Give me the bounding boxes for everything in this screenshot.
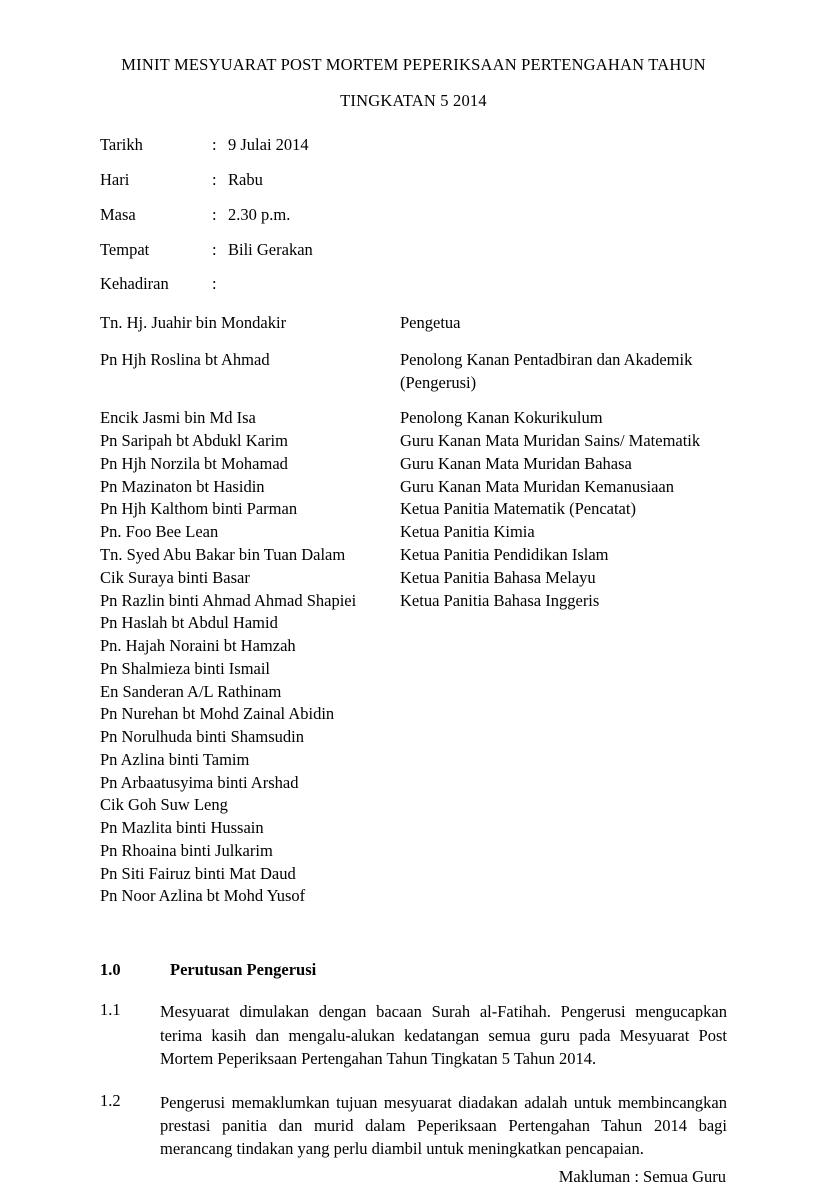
attendee-name: Pn Azlina binti Tamim	[100, 749, 250, 769]
meta-label-hari: Hari	[100, 169, 130, 189]
attendee-role: Ketua Panitia Pendidikan Islam	[400, 545, 609, 564]
paragraph-text: Pengerusi memaklumkan tujuan mesyuarat diadakan adalah untuk membincangkan prestasi panitia dan murid dalam Peperiksaan Pertengahan Tahun 2014 bagi merancang tindakan yang perlu diambil untuk meningkatkan pencapaian.	[160, 1092, 727, 1159]
attendee-role: Ketua Panitia Matematik (Pencatat)	[400, 499, 636, 519]
attendee-name: Pn Hjh Roslina bt Ahmad	[100, 349, 270, 369]
meta-label-masa: Masa	[100, 204, 136, 224]
attendee-name: Pn Hjh Norzila bt Mohamad	[100, 453, 288, 473]
list-item	[100, 476, 727, 499]
attendee-name: Pn Siti Fairuz binti Mat Daud	[100, 863, 296, 883]
list-item	[100, 681, 727, 704]
attendee-name: Pn Mazinaton bt Hasidin	[100, 476, 265, 496]
attendee-role	[400, 349, 727, 395]
attendee-name: Pn Nurehan bt Mohd Zainal Abidin	[100, 704, 335, 724]
attendee-role: Guru Kanan Mata Muridan Bahasa	[400, 453, 632, 473]
document-title	[100, 52, 727, 113]
attendee-name: Pn Mazlita binti Hussain	[100, 818, 264, 838]
attendee-role: Guru Kanan Mata Muridan Sains/ Matematik	[400, 431, 701, 451]
meeting-details-table	[100, 135, 313, 309]
table-row	[100, 274, 313, 309]
list-item	[100, 612, 727, 635]
section-number: 1.0	[100, 960, 121, 980]
table-row	[100, 205, 313, 240]
meta-colon: :	[212, 239, 217, 259]
section-heading	[100, 960, 727, 980]
list-item	[100, 498, 727, 521]
paragraph-number: 1.1	[100, 1000, 121, 1020]
attendee-role: Ketua Panitia Kimia	[400, 522, 535, 542]
attendee-name: Pn Hjh Kalthom binti Parman	[100, 499, 298, 519]
list-item	[100, 703, 727, 726]
attendee-role: Ketua Panitia Bahasa Melayu	[400, 567, 596, 587]
meta-label-tarikh: Tarikh	[100, 135, 143, 155]
list-item	[100, 817, 727, 840]
meta-colon: :	[212, 169, 217, 189]
list-item	[100, 840, 727, 863]
meta-value-hari: Rabu	[228, 169, 263, 189]
title-line-2: TINGKATAN 5 2014	[340, 90, 487, 110]
closing-note: Makluman : Semua Guru	[558, 1166, 726, 1186]
attendee-name: Pn Shalmieza binti Ismail	[100, 658, 271, 678]
attendee-name: Cik Goh Suw Leng	[100, 795, 228, 815]
list-item	[100, 726, 727, 749]
list-item	[100, 349, 727, 395]
attendee-name: Pn Razlin binti Ahmad Ahmad Shapiei	[100, 590, 357, 610]
list-item	[100, 749, 727, 772]
attendee-role: Guru Kanan Mata Muridan Kemanusiaan	[400, 476, 674, 496]
list-item	[100, 885, 727, 908]
paragraph-number: 1.2	[100, 1090, 121, 1110]
list-item	[100, 312, 727, 335]
attendee-name: Pn Norulhuda binti Shamsudin	[100, 727, 304, 747]
list-item	[100, 863, 727, 886]
attendee-name: Pn Arbaatusyima binti Arshad	[100, 772, 299, 792]
meta-value-tarikh: 9 Julai 2014	[228, 135, 309, 155]
meta-colon: :	[212, 135, 217, 155]
meta-colon: :	[212, 274, 217, 294]
attendee-name: Cik Suraya binti Basar	[100, 567, 250, 587]
table-row	[100, 135, 313, 170]
list-item	[100, 407, 727, 430]
attendee-name: Pn. Hajah Noraini bt Hamzah	[100, 636, 296, 656]
attendee-name: Tn. Syed Abu Bakar bin Tuan Dalam	[100, 545, 346, 564]
list-item	[100, 544, 727, 567]
title-line-1: MINIT MESYUARAT POST MORTEM PEPERIKSAAN PERTENGAHAN TAHUN	[121, 55, 706, 74]
list-item	[100, 521, 727, 544]
meta-colon: :	[212, 204, 217, 224]
meta-value-tempat: Bili Gerakan	[228, 239, 313, 259]
list-item	[100, 453, 727, 476]
attendee-role-main: Penolong Kanan Pentadbiran dan Akademik	[400, 349, 693, 369]
attendee-role-sub: (Pengerusi)	[400, 372, 477, 392]
attendee-role: Penolong Kanan Kokurikulum	[400, 408, 603, 428]
paragraph-1-1	[100, 1000, 727, 1070]
section-title: Perutusan Pengerusi	[170, 960, 317, 980]
paragraph-text: Mesyuarat dimulakan dengan bacaan Surah al-Fatihah. Pengerusi mengucapkan terima kasih dan mengalu-alukan kedatangan semua guru pada Mesyuarat Post Mortem Peperiksaan Pertengahan Tahun Tingkatan 5 Tahun 2014.	[160, 1002, 727, 1069]
attendee-role: Ketua Panitia Bahasa Inggeris	[400, 590, 600, 610]
attendance-list	[100, 312, 727, 908]
attendee-name: Tn. Hj. Juahir bin Mondakir	[100, 313, 287, 333]
meta-value-kehadiran	[228, 274, 313, 309]
attendee-role: Pengetua	[400, 313, 461, 333]
attendee-name: Pn Haslah bt Abdul Hamid	[100, 613, 278, 633]
list-item	[100, 772, 727, 795]
table-row	[100, 170, 313, 205]
attendee-name: Pn Rhoaina binti Julkarim	[100, 840, 273, 860]
meta-label-kehadiran: Kehadiran	[100, 274, 169, 294]
meta-value-masa: 2.30 p.m.	[228, 204, 291, 224]
attendee-name: Pn Noor Azlina bt Mohd Yusof	[100, 886, 306, 906]
paragraph-1-2	[100, 1091, 727, 1161]
list-item	[100, 794, 727, 817]
attendee-name: Encik Jasmi bin Md Isa	[100, 408, 256, 428]
list-item	[100, 658, 727, 681]
list-item	[100, 430, 727, 453]
attendee-name: En Sanderan A/L Rathinam	[100, 681, 282, 701]
list-item	[100, 635, 727, 658]
table-row	[100, 240, 313, 275]
list-item	[100, 567, 727, 590]
meta-label-tempat: Tempat	[100, 239, 150, 259]
list-item	[100, 590, 727, 613]
attendee-name: Pn Saripah bt Abdukl Karim	[100, 431, 288, 451]
attendee-name: Pn. Foo Bee Lean	[100, 522, 219, 542]
